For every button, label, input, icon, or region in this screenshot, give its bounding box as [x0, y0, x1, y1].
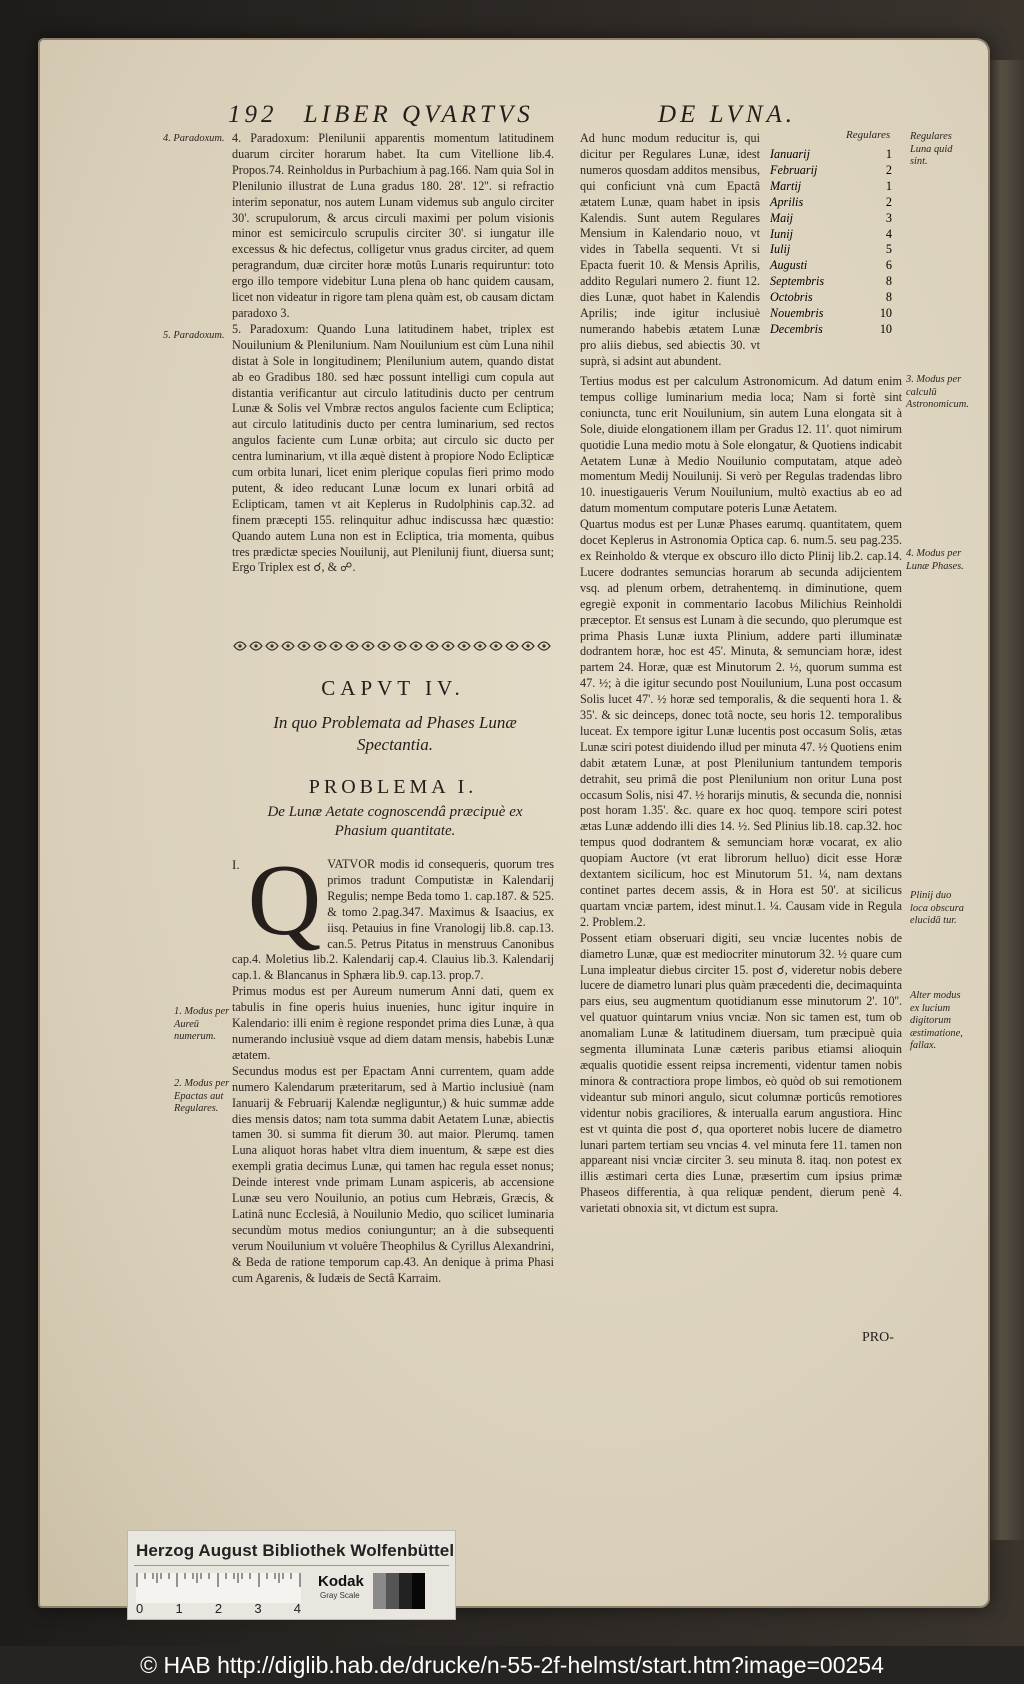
regular-value: 10 — [879, 306, 892, 321]
month-name: Iunij — [770, 226, 794, 241]
margin-gloss: 2. Modus per Epactas aut Regulares. — [174, 1078, 230, 1115]
regular-value: 1 — [885, 147, 892, 161]
chapter-title: CAPVT IV. — [321, 676, 465, 700]
measurement-ruler — [136, 1573, 301, 1603]
regulares-intro — [580, 131, 760, 370]
month-name: Martij — [770, 178, 802, 193]
month-name: Decembris — [770, 321, 823, 336]
copyright-footer: © HAB http://diglib.hab.de/drucke/n-55-2f-helmst/start.htm?image=00254 — [0, 1646, 1024, 1684]
regulares-row — [770, 195, 892, 211]
regulares-row — [770, 179, 892, 195]
margin-gloss: 3. Modus per calculū Astronomicum. — [906, 374, 969, 411]
ruler-number: 1 — [175, 1601, 183, 1616]
month-name: Augusti — [770, 258, 808, 273]
margin-gloss: 1. Modus per Aureū numerum. — [174, 1006, 230, 1043]
regulares-table-header: Regulares — [846, 129, 891, 141]
regulares-row — [770, 242, 892, 258]
regulares-row — [770, 274, 892, 290]
regular-value: 4 — [885, 226, 892, 241]
regulares-row — [770, 258, 892, 274]
right-column-body — [580, 374, 902, 1217]
running-header-left — [228, 101, 534, 129]
month-name: Octobris — [770, 290, 813, 305]
ornament-band — [232, 636, 552, 656]
month-name: Maij — [770, 210, 794, 225]
running-title-right: DE LVNA. — [658, 101, 797, 128]
margin-gloss: 4. Paradoxum. — [163, 133, 225, 144]
regulares-intro-paragraph: Ad hunc modum reducitur is, qui dicitur per Regulares Lunæ, idest numeros quosdam additos mensibus, qui conficiunt vnà cum Epactâ ætatem Lunæ, quam habet in ipsis Kalendis. Sunt autem Regulares Mensium in Kalendario nouo, vt vides in Tabella sequenti. Vt si Epacta fuerit 10. & Mensis Aprilis, addito Regulari numero 2. fiunt 12. dies Lunæ, quot habet in Kalendis Aprilis; inde igitur inclusiuè numerando habebis ætatem Lunæ pro aliis diebus, sed abiectis 30. vt suprà, si adsint aut abundent. — [580, 131, 760, 368]
margin-gloss: 4. Modus per Lunæ Phases. — [906, 548, 964, 572]
page-number: 192 — [228, 101, 278, 128]
second-method-paragraph: Secundus modus est per Epactam Anni currentem, quam adde numero Kalendarum præteritarum, sed à Martio inclusiuè (nam Ianuarij & Februarij Kalendæ negliguntur,) & huic summæ adde dies mensis datos; nam tota summa dabit Aetatem Lunæ, abiectis tamen 30. si summa fit dierum 30. aut maior. Plerumq. tamen Luna aliquot horas habet vltra diem inuentum, & sæpe est dies exempli gratia decimus Lunæ, qui tamen hac regula esset nonus; Deinde interest vnde primam Lunam aspiceris, ab accensione Lunæ seu vero Nouilunio, an potius cum Hebræis, Græcis, & Latinâ nunc Ecclesiâ, à Nouilunio Medio, quo scilicet luminaria secundùm motus medios coniunguntur; an à die subsequenti verum Nouilunium vt voluêre Theophilus & Cyrillus Alexandrini, & Beda de ratione temporum cap.43. An denique à prima Phasi cum Agarenis, & Iudæis de Sectâ Karraim. — [232, 1063, 554, 1285]
regulares-row — [770, 306, 892, 322]
month-name: Septembris — [770, 274, 825, 289]
problem-intro-paragraph: VATVOR modis id consequeris, quorum tres primos tradunt Computistæ in Kalendarij Regulis; nempe Beda tomo 1. cap.187. & 525. & tomo 2.pag.347. Maximus & Isaacius, ex iisq. Petauius in fine Vranologij lib.8. cap.13. can.5. Petrus Pitatus in menstruus Canonibus cap.4. Moletius lib.2. Kalendarij cap.4. Clauius lib.3. Kalendarij cap.1. & Blancanus in Sphæra lib.9. cap.13. prop.7. — [232, 857, 554, 983]
regulares-row — [770, 290, 892, 306]
paradox-5-paragraph: 5. Paradoxum: Quando Luna latitudinem habet, triplex est Nouilunium & Plenilunium. Nam Nouilunium est cùm Luna nihil distat à Sole in longitudinem; Plenilunium autem, quando distat ab eo Gradibus 180. sed hæc possunt intelligi cum copula aut distantia verificantur aut circulo latitudinis ducto per centrum Lunæ & Solis vel Vmbræ rectos angulos faciente cum Ecliptica; aut circulo latitudinis ducto per centra luminarium, sed rectos angulos faciente cum Lunæ orbita; aut circulo sic ducto per centra luminarium, vt illa æquè distent à propiore Nodo Eclipticæ cum orbita lunari, licet enim plerique copulas fieri primo modo putent, & ideo reducant Lunæ locum ex lunari orbitâ ad Eclipticam, tamen vt ait Keplerus in Rudolphinis cap.32. ad finem præcepti 155. relinquitur adhuc indiscussa hæc quæstio: Quando autem Luna non est in Ecliptica, tria momenta, quibus tres prædictæ species Nouilunij, aut Plenilunij fiunt, diuersa sunt; Ergo Triplex est ☌, & ☍. — [232, 321, 554, 575]
drop-cap: Q — [247, 844, 322, 957]
ruler-number: 0 — [136, 1601, 144, 1616]
regulares-table — [770, 147, 892, 338]
regular-value: 1 — [885, 178, 892, 193]
book-gutter — [985, 60, 1024, 1540]
problem-body — [232, 844, 554, 1286]
margin-gloss: Regulares Luna quid sint. — [910, 131, 953, 168]
third-method-paragraph: Tertius modus est per calculum Astronomicum. Ad datum enim tempus collige luminarium media loca; Nam si fortè sint coniuncta, tunc erit Nouilunium, sin autem Luna elongata sit à Sole, diuide elongationem illam per Gradus 12. 11'. quot nimirum quotidie Luna medio motu à Sole elongatur, & Quotiens indicabit Aetatem Lunæ à Medio Nouilunio computatam, atque adeò momentum Medij Nouilunij. Si verò per Regulas tradendas libro 10. inuestigaueris Verum Nouilunium, multò exactius ab eo ad datum momentum computare poteris Lunæ Aetatem. — [580, 374, 902, 516]
month-name: Februarij — [770, 162, 818, 177]
gray-patch — [399, 1573, 412, 1609]
gray-scale-patches — [373, 1573, 425, 1609]
regular-value: 2 — [885, 162, 892, 177]
month-name: Iulij — [770, 242, 791, 257]
problem-subtitle: De Lunæ Aetate cognoscendâ præcipuè ex Phasium quantitate. — [267, 804, 523, 839]
left-column-top — [232, 131, 554, 576]
divider — [134, 1565, 449, 1566]
ruler-numbers — [136, 1601, 301, 1616]
month-name: Nouembris — [770, 306, 824, 321]
fourth-method-paragraph: Quartus modus est per Lunæ Phases earumq. quantitatem, quem docet Keplerus in Astronomia Optica cap. 6. num.5. seu pag.235. ex Reinholdo & vterque ex obscuro illo dicto Plinij lib.2. cap.14. Lucere dodrantes semuncias horarum ab secunda adijcientem vsq. ad plenum orbem, detrahentemq. in diminutione, quem egregiè exponit in commentario Iacobus Milichius Reinholdi præceptor. Et sensus est Lunam à die secundo, quo plerumque est prima Phasis Lunæ iuxta Plinium, addere parti illuminatæ dodrantem horæ, hoc est 45'. Minuta, & semunciam horæ, idest partem 24. Horæ, quæ est Minutorum 2. ½, quorum summa est 47. ½; à die igitur secundo post Nouilunium, Luna post occasum Solis lucet 47'. ½ horæ sed temporalis, & die sequenti hora 1. & 35'. & sic deinceps, donec totâ nocte, seu horis 12. temporalibus luceat. Ex tempore igitur Lunæ lucentis post occasum Solis, ætas Lunæ sciri potest diuidendo illud per minuta 47. ½ Quotiens enim dabit ætatem Lunæ, at post Plenilunium tantundem temporis detrahit, seu primâ die post Plenilunium non oritur Luna post occasum Solis, nisi 47. ½ horarijs minutis, & secunda die, nonnisi post horam 1.35'. &c. quare ex hoc quoq. tempore sciri potest ætas Lunæ addendo illi dies 14. ½. Sed Plinius lib.18. cap.32. hoc tempus quod dodrantem & semunciam horæ vocarat, ex alio quopiam Auctore (vt erat librorum helluo) dicit esse Horæ dextantem sicilicum, hoc est Minutorum 51. ¼, nam dextans continet partes decem assis, & in Hora est 50'. at sicilicus quartam vnciæ partem, idest minut.1. ¼. Causam vide in Regula 2. Problem.2. — [580, 517, 902, 929]
problem-number: I. — [232, 857, 240, 872]
margin-gloss: 5. Paradoxum. — [163, 330, 225, 341]
kodak-logo: Kodak — [318, 1573, 364, 1590]
regulares-row — [770, 147, 892, 163]
problem-title: PROBLEMA I. — [308, 776, 478, 798]
regular-value: 2 — [885, 194, 892, 209]
regular-value: 5 — [885, 242, 892, 257]
gray-patch — [412, 1573, 425, 1609]
chapter-subtitle: In quo Problemata ad Phases Lunæ Spectantia. — [273, 713, 517, 754]
regular-value: 8 — [885, 290, 892, 305]
running-title-left: LIBER QVARTVS — [303, 101, 534, 128]
regular-value: 8 — [885, 274, 892, 289]
ruler-number: 2 — [214, 1601, 223, 1616]
library-name: Herzog August Bibliothek Wolfenbüttel — [136, 1541, 455, 1560]
gray-patch — [386, 1573, 399, 1609]
catchword: PRO- — [862, 1330, 894, 1345]
paradox-4-paragraph: 4. Paradoxum: Plenilunii apparentis momentum latitudinem duarum circiter horarum habet. Ita cum Vitellione lib.4. Propos.74. Reinholdus in Purbachium à pag.166. Nam quia Sol in Plenilunio illustrat de Luna gradus 180. 28'. 12''. si refractio interim seponatur, nos autem Lunam videmus sub angulo circiter 30'. scrupulorum, & arcus circuli maximi per polum visionis minor est semicirculo scrupulis circiter 30'. si iungatur ille excessus & hic defectus, colligetur vnus gradus circiter, ad quem peragrandum, duæ circiter horæ motûs Lunaris requiruntur: toto ergo illo tempore videbitur Luna plena ob hanc quidem causam, licet non videatur in rigore tam plena quàm est, ob causam dictam paradoxo 3. — [232, 131, 554, 320]
regulares-row — [770, 163, 892, 179]
gray-scale-label: Gray Scale — [320, 1591, 360, 1600]
regulares-row — [770, 227, 892, 243]
regulares-row — [770, 322, 892, 338]
ruler-number: 3 — [254, 1601, 262, 1616]
regular-value: 3 — [885, 210, 892, 225]
regulares-row — [770, 211, 892, 227]
margin-gloss: Alter modus ex lucium digitorum æstimatione, fallax. — [910, 990, 963, 1052]
color-target-card — [127, 1530, 456, 1620]
month-name: Ianuarij — [770, 147, 810, 161]
digits-paragraph: Possent etiam obseruari digiti, seu vnciæ lucentes nobis de diametro Lunæ, quæ est mediocriter minutorum 32. ½ quare cum Luna impleatur diebus circiter 15. post ☌, videretur nobis debere lucere de diametro lunari plus quàm præcedenti die, decimaquinta pars eius, seu augmentum quotidianum esse minutorum 2'. 10''. vel quatuor quintarum vnius vnciæ. Non sic tamen est, tum ob anomaliam Lunæ & latitudinem diuersam, tum præcipuè quia segmenta illuminata Lunæ cæteris paribus etiamsi alioquin æqualis quotidie essent reipsa incrementi, videntur tamen nobis minora & contractiora prope limbos, eò quòd ob sui remotionem videantur sub minori angulo, sicut columnæ porticûs remotiores videntur nobis graciliores, & interualla earum angustiora. Hinc est vt quinta die post ☌, qua oporteret nobis lucere de diametro lunari partem tertiam seu vncias 4. vel minuta fere 11. tamen non appareant nisi vnciæ circiter 3. seu minuta 8. itaq. non potest ex illis æstimari certa dies Lunæ, præsertim cum ipsius primæ Phaseos differentia, à qua reliquæ pendent, dierum penè 4. varietati obnoxia sit, vt dictum est supra. — [580, 930, 902, 1216]
regular-value: 6 — [885, 258, 892, 273]
regular-value: 10 — [879, 321, 892, 336]
ruler-number: 4 — [293, 1601, 301, 1616]
gray-patch — [373, 1573, 386, 1609]
margin-gloss: Plinij duo loca obscura elucidā tur. — [910, 890, 964, 927]
first-method-paragraph: Primus modus est per Aureum numerum Anni dati, quem ex tabulis in fine operis huius inuenies, hunc igitur inquire in Kalendario: illi enim è regione respondet prima dies Lunæ, à qua numerando inclusiuè vsque ad diem datam mensis, habebis Lunæ ætatem. — [232, 984, 554, 1062]
month-name: Aprilis — [770, 194, 804, 209]
